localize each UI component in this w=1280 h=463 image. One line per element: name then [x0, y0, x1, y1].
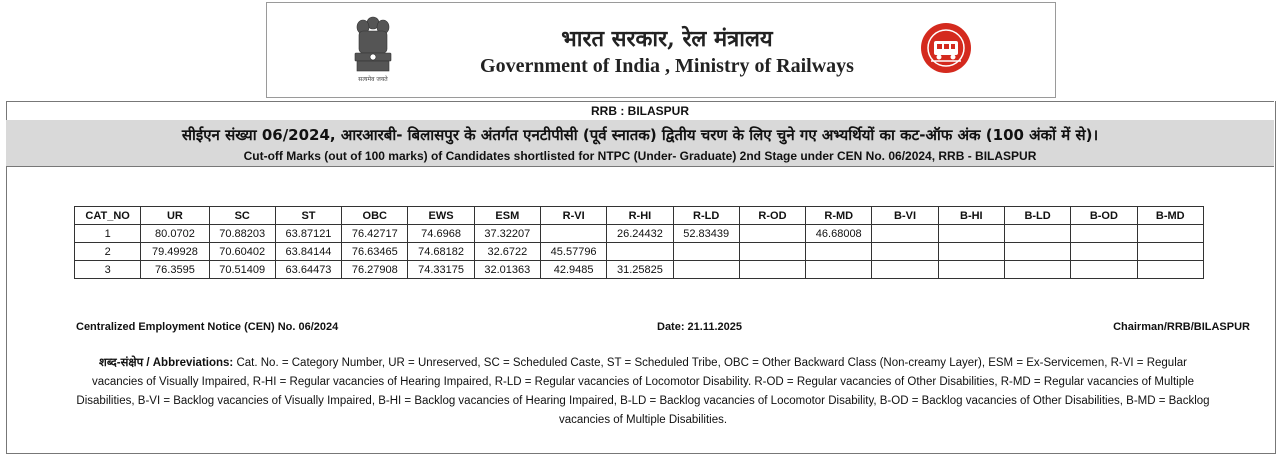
national-emblem-icon [347, 13, 399, 85]
signatory: Chairman/RRB/BILASPUR [1113, 321, 1250, 333]
notice-title-hindi: सीईएन संख्या 06/2024, आरआरबी- बिलासपुर के अंतर्गत एनटीपीसी (पूर्व स्नातक) द्वितीय चरण के लिए चुने गए अभ्यर्थियों का कट-ऑफ अंक (100 अंकों में से)। [181, 126, 1099, 144]
column-header: EWS [408, 207, 474, 225]
table-cell: 74.33175 [408, 261, 474, 279]
table-cell [938, 243, 1004, 261]
table-cell: 63.64473 [275, 261, 341, 279]
column-header: R-OD [739, 207, 805, 225]
column-header: R-VI [540, 207, 606, 225]
table-cell [1137, 243, 1203, 261]
table-cell [1004, 261, 1070, 279]
table-cell: 76.3595 [141, 261, 209, 279]
table-cell: 70.60402 [209, 243, 275, 261]
column-header: R-HI [607, 207, 673, 225]
notice-date: Date: 21.11.2025 [657, 321, 743, 333]
column-header: UR [141, 207, 209, 225]
table-cell [806, 261, 872, 279]
table-cell [1071, 261, 1137, 279]
cen-number: Centralized Employment Notice (CEN) No. 06/2024 [76, 321, 339, 333]
column-header: ESM [474, 207, 540, 225]
table-row [75, 261, 1204, 279]
table-cell [1137, 261, 1203, 279]
table-cell: 74.6968 [408, 225, 474, 243]
table-cell: 45.57796 [540, 243, 606, 261]
table-cell: 37.32207 [474, 225, 540, 243]
table-cell: 26.24432 [607, 225, 673, 243]
table-cell [1004, 243, 1070, 261]
table-cell: 2 [75, 243, 141, 261]
ministry-title-hindi: भारत सरकार, रेल मंत्रालय [561, 26, 773, 52]
table-cell [872, 243, 938, 261]
ministry-title-english: Government of India , Ministry of Railways [480, 55, 854, 77]
table-cell: 52.83439 [673, 225, 739, 243]
table-cell [673, 243, 739, 261]
column-header: B-OD [1071, 207, 1137, 225]
table-row [75, 225, 1204, 243]
table-cell: 70.88203 [209, 225, 275, 243]
table-cell [673, 261, 739, 279]
table-cell: 42.9485 [540, 261, 606, 279]
table-cell: 79.49928 [141, 243, 209, 261]
column-header: B-MD [1137, 207, 1203, 225]
emblem-caption: सत्यमेव जयते [358, 76, 388, 83]
table-cell [1004, 225, 1070, 243]
table-cell [938, 261, 1004, 279]
table-cell: 63.87121 [275, 225, 341, 243]
table-cell: 31.25825 [607, 261, 673, 279]
table-cell [1071, 243, 1137, 261]
table-cell: 63.84144 [275, 243, 341, 261]
column-header: SC [209, 207, 275, 225]
table-cell [938, 225, 1004, 243]
table-cell: 76.42717 [342, 225, 408, 243]
table-header-row [75, 207, 1204, 225]
abbreviations-text: Cat. No. = Category Number, UR = Unreserved, SC = Scheduled Caste, ST = Scheduled Tribe, OBC = Other Backward Class (Non-creamy Layer), ESM = Ex-Servicemen, R-VI = Regular vacancies of Visually Impaired, R-HI = Regular vacancies of Hearing Impaired, R-LD = Regular vacancies of Locomotor Disability. R-OD = Regular vacancies of Other Disabilities, R-MD = Regular vacancies of Multiple Disabilities, B-VI = Backlog vacancies of Visually Impaired, B-HI = Backlog vacancies of Hearing Impaired, B-LD = Backlog vacancies of Locomotor Disability, B-OD = Backlog vacancies of Other Disabilities, B-MD = Backlog vacancies of Multiple Disabilities. [76, 357, 1210, 426]
table-cell: 80.0702 [141, 225, 209, 243]
cutoff-table [74, 206, 1204, 279]
table-cell: 1 [75, 225, 141, 243]
table-cell: 70.51409 [209, 261, 275, 279]
table-cell: 32.01363 [474, 261, 540, 279]
column-header: R-MD [806, 207, 872, 225]
rrb-label: RRB : BILASPUR [6, 101, 1274, 121]
table-cell [739, 225, 805, 243]
table-cell: 3 [75, 261, 141, 279]
column-header: OBC [342, 207, 408, 225]
column-header: B-VI [872, 207, 938, 225]
table-row [75, 243, 1204, 261]
letterhead [266, 2, 1056, 98]
table-cell [806, 243, 872, 261]
column-header: B-HI [938, 207, 1004, 225]
column-header: CAT_NO [75, 207, 141, 225]
table-cell [872, 225, 938, 243]
column-header: B-LD [1004, 207, 1070, 225]
table-cell [607, 243, 673, 261]
notice-title-english: Cut-off Marks (out of 100 marks) of Candidates shortlisted for NTPC (Under- Graduate) 2nd Stage under CEN No. 06/2024, RRB - BILASPUR [243, 149, 1037, 163]
table-cell: 76.27908 [342, 261, 408, 279]
table-cell: 46.68008 [806, 225, 872, 243]
table-cell [872, 261, 938, 279]
table-cell [1137, 225, 1203, 243]
column-header: ST [275, 207, 341, 225]
indian-railways-logo-icon [919, 21, 973, 75]
abbreviations [76, 354, 1210, 430]
column-header: R-LD [673, 207, 739, 225]
table-cell [739, 261, 805, 279]
table-cell [540, 225, 606, 243]
notice-title-band [6, 120, 1274, 167]
table-cell: 74.68182 [408, 243, 474, 261]
table-cell: 76.63465 [342, 243, 408, 261]
table-cell: 32.6722 [474, 243, 540, 261]
table-cell [1071, 225, 1137, 243]
table-cell [739, 243, 805, 261]
abbreviations-label: शब्द-संक्षेप / Abbreviations: [99, 357, 234, 369]
